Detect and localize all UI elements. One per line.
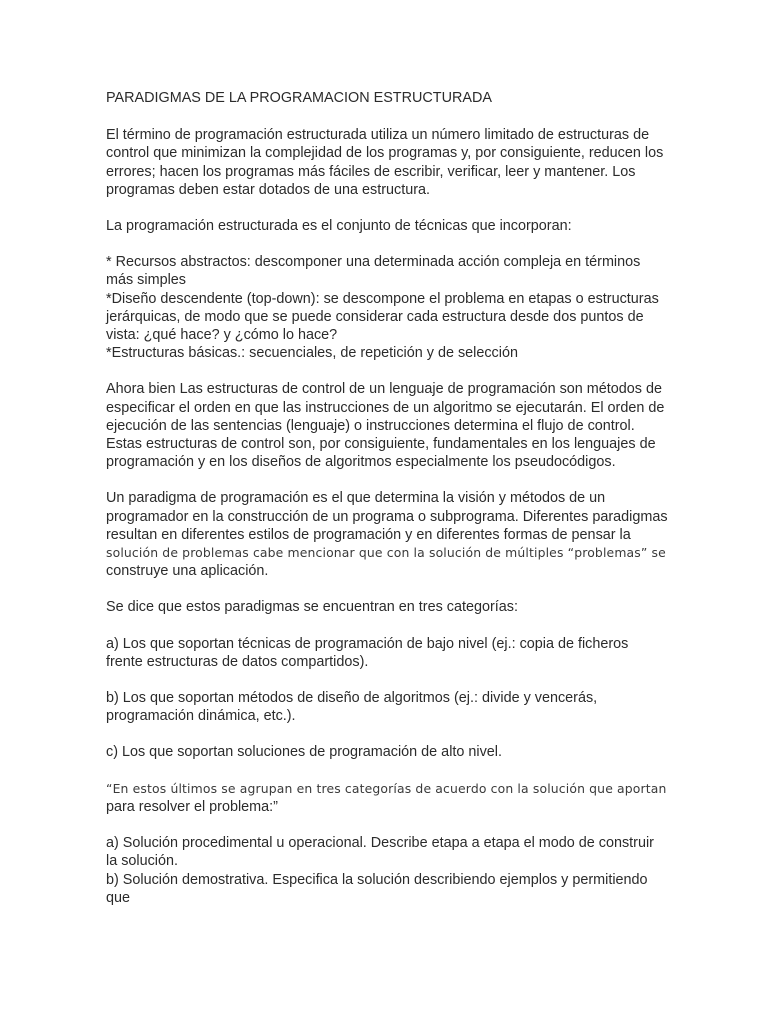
list-item: * Recursos abstractos: descomponer una determinada acción compleja en términos más simples [106, 254, 641, 289]
paragraph-control-structures: Ahora bien Las estructuras de control de un lenguaje de programación son métodos de especificar el orden en que las instrucciones de un algoritmo se ejecutarán. El orden de ejecución de las sentencias (lenguaje) o instrucciones determina el flujo de control. Estas estructuras de control son, por consiguiente, fundamentales en los lenguajes de programación y en los diseños de algoritmos especialmente los pseudocódigos. [106, 381, 665, 471]
paragraph-techniques: La programación estructurada es el conjunto de técnicas que incorporan: [106, 218, 572, 235]
document-body [106, 89, 668, 907]
paragraph-paradigm-part2: solución de problemas cabe mencionar que con la solución de múltiples “problemas” se [106, 545, 666, 561]
technique-list [106, 253, 668, 362]
solution-list [106, 834, 668, 907]
quote-line2: para resolver el problema:” [106, 798, 278, 815]
quote-line1: “En estos últimos se agrupan en tres categorías de acuerdo con la solución que aportan [106, 780, 667, 796]
category-b: b) Los que soportan métodos de diseño de algoritmos (ej.: divide y vencerás, programación dinámica, etc.). [106, 690, 598, 725]
document-title: PARADIGMAS DE LA PROGRAMACION ESTRUCTURADA [106, 90, 492, 106]
category-c: c) Los que soportan soluciones de programación de alto nivel. [106, 744, 502, 761]
category-a: a) Los que soportan técnicas de programación de bajo nivel (ej.: copia de ficheros frente estructuras de datos compartidos). [106, 635, 629, 670]
solution-b: b) Solución demostrativa. Especifica la solución describiendo ejemplos y permitiendo que [106, 871, 648, 906]
paragraph-paradigm [106, 489, 668, 580]
paragraph-intro: El término de programación estructurada utiliza un número limitado de estructuras de control que minimizan la complejidad de los programas y, por consiguiente, reducen los errores; hacen los programas más fáciles de escribir, verificar, leer y mantener. Los programas deben estar dotados de una estructura. [106, 127, 664, 198]
list-item: *Diseño descendente (top-down): se descompone el problema en etapas o estructuras jerárquicas, de modo que se puede considerar cada estructura desde dos puntos de vista: ¿qué hace? y ¿cómo lo hace? [106, 290, 659, 344]
paragraph-categories: Se dice que estos paradigmas se encuentran en tres categorías: [106, 599, 518, 616]
paragraph-paradigm-part1: Un paradigma de programación es el que determina la visión y métodos de un programador en la construcción de un programa o subprograma. Diferentes paradigmas resultan en diferentes estilos de programación y en diferentes formas de pensar la [106, 490, 668, 543]
paragraph-quote [106, 780, 668, 816]
solution-a: a) Solución procedimental u operacional. Describe etapa a etapa el modo de construir la solución. [106, 835, 654, 870]
paragraph-paradigm-part3: construye una aplicación. [106, 563, 269, 580]
list-item: *Estructuras básicas.: secuenciales, de repetición y de selección [106, 345, 518, 362]
